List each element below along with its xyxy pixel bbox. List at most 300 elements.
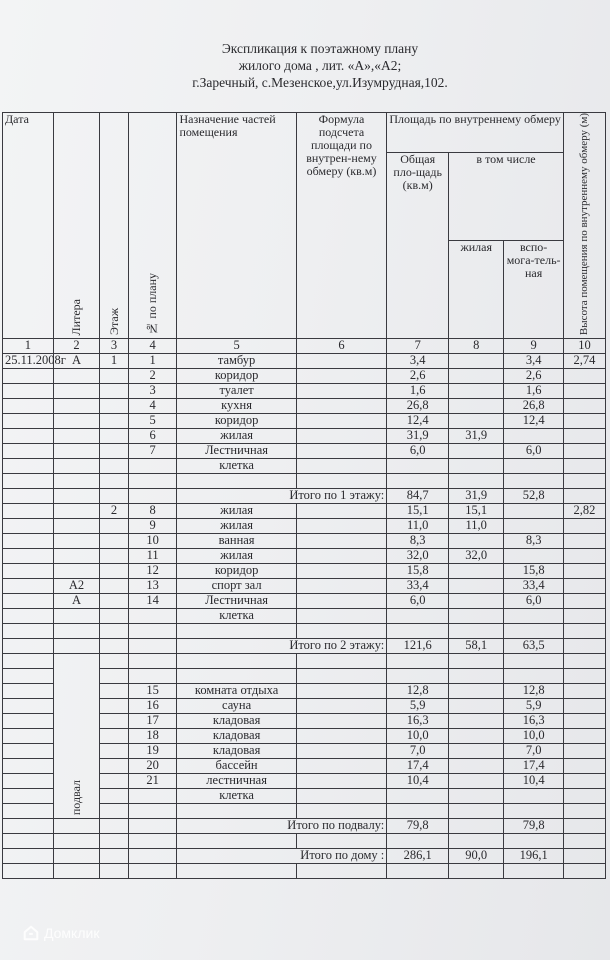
purpose-cell: ванная [177,534,296,549]
table-row [3,579,606,594]
date-cell [3,714,54,729]
height-cell [563,549,605,564]
height-cell [563,579,605,594]
col-purpose-header: Назначение частей помещения [177,113,296,339]
blank-cell [128,819,177,834]
date-cell [3,594,54,609]
plan-no-cell: 6 [128,429,177,444]
subtotal-label: Итого по подвалу: [177,819,387,834]
date-cell [3,699,54,714]
blank-cell [100,789,129,804]
plan-no-cell: 5 [128,414,177,429]
total-area-cell: 7,0 [387,744,449,759]
blank-cell [53,624,99,639]
purpose-cell: лестничная [177,774,296,789]
purpose-cell: сауна [177,699,296,714]
height-cell: 2,74 [563,354,605,369]
purpose-cell: Лестничная [177,594,296,609]
subtotal-label: Итого по дому : [177,849,387,864]
blank-cell [100,654,129,669]
table-row [3,594,606,609]
blank-cell [296,654,387,669]
date-cell [3,729,54,744]
blank-cell [449,459,504,474]
formula-cell [296,399,387,414]
litera-cell [53,399,99,414]
col-plan-no-header: № по плану [128,113,177,339]
blank-cell [128,639,177,654]
litera-cell: А [53,594,99,609]
height-cell [563,594,605,609]
floor-cell [100,369,129,384]
plan-no-cell: 16 [128,699,177,714]
table-body [3,354,606,879]
subtotal-row [3,849,606,864]
blank-cell [296,834,387,849]
floor-cell [100,729,129,744]
litera-cell [53,519,99,534]
blank-cell [3,819,54,834]
blank-cell [177,864,296,879]
living-area-cell [449,564,504,579]
blank-cell [128,804,177,819]
domclick-logo-icon [22,924,40,942]
blank-cell [3,639,54,654]
living-area-cell [449,699,504,714]
aux-area-cell: 5,9 [504,699,564,714]
litera-cell [53,414,99,429]
blank-cell [387,624,449,639]
plan-no-cell: 14 [128,594,177,609]
purpose-cell: бассейн [177,759,296,774]
table-row [3,444,606,459]
plan-no-cell: 9 [128,519,177,534]
living-area-cell [449,369,504,384]
height-cell [563,714,605,729]
floor-cell [100,399,129,414]
subtotal-row [3,819,606,834]
date-cell [3,429,54,444]
blank-cell [3,654,54,669]
purpose-cell: жилая [177,504,296,519]
col-number: 6 [296,339,387,354]
formula-cell [296,699,387,714]
total-area-cell: 10,0 [387,729,449,744]
aux-area-cell [504,504,564,519]
column-numbers-row [3,339,606,354]
floor-cell [100,759,129,774]
blank-cell [128,864,177,879]
living-area-cell [449,534,504,549]
living-area-cell: 32,0 [449,549,504,564]
formula-cell [296,759,387,774]
total-area-cell: 15,8 [387,564,449,579]
blank-cell [504,474,564,489]
total-area-cell: 33,4 [387,579,449,594]
col-living-header: жилая [449,241,504,339]
height-cell [563,699,605,714]
litera-cell [53,384,99,399]
blank-cell [128,789,177,804]
blank-cell [100,474,129,489]
blank-row [3,474,606,489]
plan-no-cell: 18 [128,729,177,744]
blank-cell [128,459,177,474]
blank-cell [128,669,177,684]
date-cell [3,549,54,564]
living-area-cell: 11,0 [449,519,504,534]
floor-cell [100,564,129,579]
blank-cell [100,609,129,624]
litera-cell: А [53,354,99,369]
floor-cell [100,444,129,459]
blank-cell [563,624,605,639]
purpose-cell: жилая [177,429,296,444]
blank-cell [449,864,504,879]
subtotal-total: 79,8 [387,819,449,834]
blank-cell [563,489,605,504]
living-area-cell [449,729,504,744]
blank-row [3,834,606,849]
subtotal-label: Итого по 2 этажу: [177,639,387,654]
col-litera-header: Литера [53,113,99,339]
purpose-cell: кухня [177,399,296,414]
subtotal-total: 84,7 [387,489,449,504]
living-area-cell [449,384,504,399]
aux-area-cell: 26,8 [504,399,564,414]
height-cell [563,369,605,384]
blank-cell [387,654,449,669]
living-area-cell [449,774,504,789]
blank-cell [177,654,296,669]
blank-cell [128,849,177,864]
col-incl-header: в том числе [449,153,564,241]
litera-cell [53,429,99,444]
blank-cell [296,474,387,489]
total-area-cell: 11,0 [387,519,449,534]
blank-cell [3,849,54,864]
litera-cell [53,534,99,549]
height-cell [563,384,605,399]
blank-cell [449,834,504,849]
aux-area-cell: 15,8 [504,564,564,579]
blank-cell [387,474,449,489]
blank-cell [128,474,177,489]
date-cell [3,414,54,429]
table-row-continuation [3,459,606,474]
blank-cell [3,834,54,849]
subtotal-living [449,819,504,834]
living-area-cell [449,444,504,459]
living-area-cell [449,714,504,729]
col-number: 8 [449,339,504,354]
aux-area-cell: 12,8 [504,684,564,699]
subtotal-row [3,489,606,504]
purpose-cell: Лестничная [177,444,296,459]
living-area-cell [449,354,504,369]
subtotal-living: 90,0 [449,849,504,864]
blank-cell [177,474,296,489]
date-cell [3,684,54,699]
aux-area-cell: 16,3 [504,714,564,729]
blank-cell [3,789,54,804]
total-area-cell: 5,9 [387,699,449,714]
litera-cell [53,504,99,519]
plan-no-cell: 1 [128,354,177,369]
basement-label-cell [53,654,99,819]
blank-cell [128,489,177,504]
aux-area-cell: 17,4 [504,759,564,774]
blank-row [3,864,606,879]
floor-cell [100,414,129,429]
purpose-cell: коридор [177,564,296,579]
purpose-cell-line2: клетка [177,459,296,474]
blank-cell [449,669,504,684]
formula-cell [296,714,387,729]
subtotal-total: 121,6 [387,639,449,654]
blank-cell [563,669,605,684]
date-cell [3,444,54,459]
col-aux-header: вспо-мога-тель-ная [504,241,564,339]
blank-cell [3,474,54,489]
subtotal-living: 58,1 [449,639,504,654]
plan-no-cell: 10 [128,534,177,549]
plan-no-cell: 3 [128,384,177,399]
subtotal-aux: 52,8 [504,489,564,504]
date-cell [3,399,54,414]
date-cell [3,384,54,399]
blank-cell [449,609,504,624]
aux-area-cell [504,549,564,564]
aux-area-cell: 10,4 [504,774,564,789]
purpose-cell: кладовая [177,729,296,744]
subtotal-row [3,639,606,654]
col-number: 5 [177,339,296,354]
aux-area-cell: 8,3 [504,534,564,549]
col-number: 10 [563,339,605,354]
height-cell [563,414,605,429]
date-cell [3,369,54,384]
purpose-cell-line2: клетка [177,609,296,624]
blank-cell [504,789,564,804]
aux-area-cell: 1,6 [504,384,564,399]
blank-cell [296,864,387,879]
formula-cell [296,684,387,699]
blank-cell [563,639,605,654]
blank-cell [128,609,177,624]
living-area-cell [449,594,504,609]
blank-cell [563,864,605,879]
watermark-text: Домклик [44,925,100,941]
blank-cell [53,459,99,474]
formula-cell [296,549,387,564]
table-row [3,504,606,519]
blank-cell [296,624,387,639]
blank-cell [387,609,449,624]
total-area-cell: 12,8 [387,684,449,699]
table-row [3,399,606,414]
height-cell [563,399,605,414]
floor-cell: 2 [100,504,129,519]
basement-label: подвал [68,780,83,816]
blank-cell [100,849,129,864]
height-cell [563,564,605,579]
formula-cell [296,744,387,759]
blank-cell [449,789,504,804]
date-cell [3,519,54,534]
date-cell: 25.11.2008г [3,354,54,369]
purpose-cell: жилая [177,519,296,534]
col-formula-header: Формула подсчета площади по внутрен-нему обмеру (кв.м) [296,113,387,339]
floor-cell [100,429,129,444]
litera-cell [53,444,99,459]
blank-cell [504,624,564,639]
formula-cell [296,774,387,789]
blank-cell [449,654,504,669]
blank-cell [504,834,564,849]
watermark [22,924,99,942]
col-number: 1 [3,339,54,354]
total-area-cell: 32,0 [387,549,449,564]
litera-cell [53,564,99,579]
total-area-cell: 26,8 [387,399,449,414]
blank-cell [100,489,129,504]
blank-cell [563,834,605,849]
date-cell [3,744,54,759]
total-area-cell: 3,4 [387,354,449,369]
height-cell [563,684,605,699]
blank-cell [387,804,449,819]
blank-cell [504,804,564,819]
blank-cell [387,864,449,879]
blank-cell [177,804,296,819]
date-cell [3,534,54,549]
formula-cell [296,729,387,744]
col-number: 2 [53,339,99,354]
blank-cell [3,459,54,474]
col-number: 3 [100,339,129,354]
table-row-continuation [3,609,606,624]
col-number: 4 [128,339,177,354]
floor-cell [100,549,129,564]
plan-no-cell: 2 [128,369,177,384]
table-row [3,414,606,429]
blank-cell [504,864,564,879]
blank-cell [3,489,54,504]
purpose-cell: коридор [177,369,296,384]
subtotal-aux: 196,1 [504,849,564,864]
floor-cell [100,384,129,399]
litera-cell: А2 [53,579,99,594]
formula-cell [296,504,387,519]
date-cell [3,579,54,594]
subtotal-aux: 79,8 [504,819,564,834]
blank-cell [563,474,605,489]
plan-no-cell: 8 [128,504,177,519]
plan-no-cell: 21 [128,774,177,789]
subtotal-total: 286,1 [387,849,449,864]
subtotal-label: Итого по 1 этажу: [177,489,387,504]
blank-cell [3,669,54,684]
formula-cell [296,414,387,429]
height-cell [563,759,605,774]
date-cell [3,564,54,579]
blank-cell [53,834,99,849]
date-cell [3,774,54,789]
header-line-1: Экспликация к поэтажному плану [221,41,419,56]
blank-cell [53,849,99,864]
litera-cell [53,369,99,384]
blank-cell [387,459,449,474]
floor-cell [100,594,129,609]
blank-cell [449,804,504,819]
living-area-cell [449,684,504,699]
formula-cell [296,429,387,444]
blank-cell [128,834,177,849]
formula-cell [296,534,387,549]
living-area-cell: 15,1 [449,504,504,519]
blank-cell [296,459,387,474]
col-floor-header: Этаж [100,113,129,339]
purpose-cell: спорт зал [177,579,296,594]
blank-cell [53,819,99,834]
blank-cell [53,474,99,489]
blank-cell [100,804,129,819]
blank-cell [563,804,605,819]
purpose-cell: жилая [177,549,296,564]
aux-area-cell: 12,4 [504,414,564,429]
aux-area-cell: 6,0 [504,594,564,609]
floor-cell [100,534,129,549]
blank-row [3,624,606,639]
blank-cell [296,669,387,684]
plan-no-cell: 15 [128,684,177,699]
litera-cell [53,549,99,564]
floor-cell [100,519,129,534]
table-row [3,369,606,384]
formula-cell [296,384,387,399]
aux-area-cell: 3,4 [504,354,564,369]
plan-no-cell: 20 [128,759,177,774]
col-number: 9 [504,339,564,354]
blank-cell [3,624,54,639]
table-row [3,429,606,444]
blank-cell [563,459,605,474]
explication-table [2,112,606,879]
blank-cell [504,609,564,624]
blank-cell [563,819,605,834]
height-cell [563,744,605,759]
blank-cell [3,864,54,879]
formula-cell [296,594,387,609]
blank-cell [100,639,129,654]
blank-cell [3,804,54,819]
blank-cell [100,624,129,639]
formula-cell [296,444,387,459]
table-row [3,384,606,399]
height-cell [563,444,605,459]
total-area-cell: 6,0 [387,594,449,609]
col-number: 7 [387,339,449,354]
date-cell [3,504,54,519]
blank-row [3,654,606,669]
floor-cell [100,744,129,759]
aux-area-cell: 10,0 [504,729,564,744]
purpose-cell: туалет [177,384,296,399]
total-area-cell: 15,1 [387,504,449,519]
blank-cell [53,864,99,879]
blank-cell [449,624,504,639]
